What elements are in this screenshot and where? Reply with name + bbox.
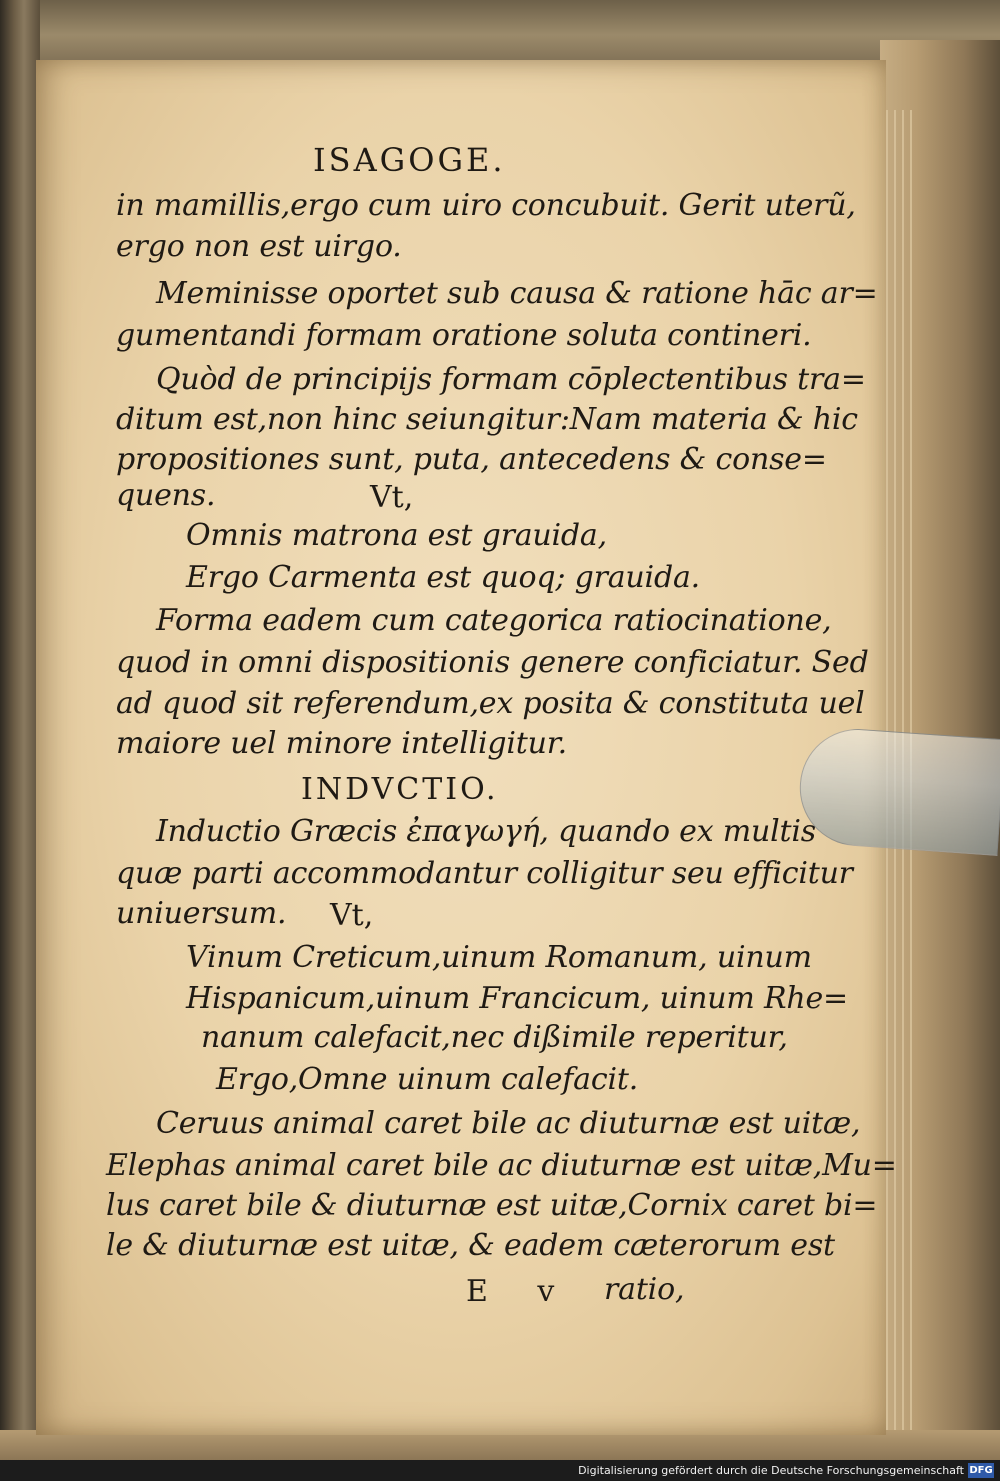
text-line-6: ditum est,non hinc seiungitur:Nam materia & hic [116,402,858,437]
text-line-23: nanum calefacit,nec dißimile reperitur, [201,1020,788,1055]
text-line-24: Ergo,Omne uinum calefacit. [216,1062,639,1097]
text-line-vt-1: Vt, [370,480,414,515]
book-page [36,60,897,1435]
text-line-19: uniuersum. [116,896,287,931]
signature-mark: E v [466,1274,575,1309]
dfg-logo: DFG [969,1465,993,1476]
book-left-binding [0,0,40,1481]
glass-page-weight [796,725,1000,856]
text-line-18: quæ parti accommodantur colligitur seu efficitur [116,856,853,891]
text-line-27: lus caret bile & diuturnæ est uitæ,Cornix caret bi= [106,1188,878,1223]
text-line-17: Inductio Græcis ἐπαγωγή, quando ex multis [156,814,816,849]
text-line-22: Hispanicum,uinum Francicum, uinum Rhe= [186,981,848,1016]
section-heading: INDVCTIO. [301,772,499,807]
text-line-15: maiore uel minore intelligitur. [116,726,567,761]
footer-credit-bar [0,1460,1000,1481]
text-line-4: gumentandi formam oratione soluta contineri. [116,318,812,353]
running-head: ISAGOGE. [313,141,506,179]
text-line-13: quod in omni dispositionis genere conficiatur. Sed [116,645,869,680]
text-line-8: quens. [116,478,216,513]
text-line-3: Meminisse oportet sub causa & ratione hāc ar= [156,276,878,311]
text-line-vt-2: Vt, [330,898,374,933]
text-line-21: Vinum Creticum,uinum Romanum, uinum [186,940,812,975]
catchword: ratio, [604,1272,685,1307]
text-line-14: ad quod sit referendum,ex posita & constituta uel [116,686,865,721]
text-line-10: Omnis matrona est grauida, [186,518,607,553]
text-line-1: in mamillis,ergo cum uiro concubuit. Gerit uterũ, [116,188,856,223]
text-line-28: le & diuturnæ est uitæ, & eadem cæterorum est [106,1228,835,1263]
text-line-2: ergo non est uirgo. [116,229,402,264]
footer-credit-text: Digitalisierung gefördert durch die Deutsche Forschungsgemeinschaft [578,1464,964,1477]
text-line-12: Forma eadem cum categorica ratiocinatione, [156,603,832,638]
text-line-5: Quòd de principijs formam cōplectentibus tra= [156,362,866,397]
text-line-7: propositiones sunt, puta, antecedens & conse= [116,442,827,477]
text-line-26: Elephas animal caret bile ac diuturnæ est uitæ,Mu= [106,1148,897,1183]
text-line-11: Ergo Carmenta est quoq; grauida. [186,560,700,595]
text-line-25: Ceruus animal caret bile ac diuturnæ est uitæ, [156,1106,861,1141]
